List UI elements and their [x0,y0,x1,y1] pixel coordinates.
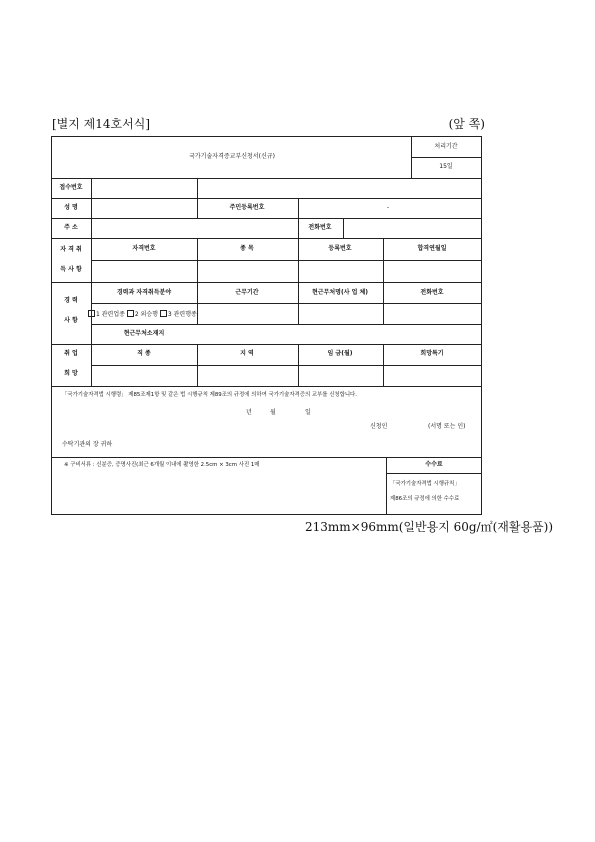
signature-label: (서명 또는 인) [428,423,466,430]
option-checkbox[interactable] [127,310,134,317]
phone-label: 전화번호 [308,224,332,231]
row-line [91,260,482,261]
declaration-statement: 「국가기술자격법 시행령」 제85조제1항 및 같은 법 시행규칙 제89조의 규정에 의하여 국가기술자격증의 교부를 신청합니다. [62,392,357,398]
name-label: 성 명 [64,204,78,211]
page-side-label: (앞 쪽) [448,117,485,131]
col-line [298,198,299,218]
declaration-day: 일 [305,409,311,416]
qualification-header-number: 자격번호 [132,245,156,252]
option-label: 1 관련업종 [96,311,125,318]
employment-label-1: 경 력 [64,297,78,304]
attachment-note: ※ 구비서류 : 신분증, 증명사진(최근 6개월 이내에 촬영한 2.5cm × 3cm 사진 1매 [64,462,260,468]
option-checkbox[interactable] [88,310,95,317]
processing-period-label: 처리기간 [434,143,458,150]
col-line [91,198,92,218]
row-line [51,282,482,283]
row-line [51,218,482,219]
fee-text-2: 제86조의 규정에 의한 수수료 [390,496,460,502]
declaration-year: 년 [246,409,252,416]
col-line [91,218,92,238]
workplace-address-label: 현근무처소재지 [123,330,165,337]
employment-header-phone: 전화번호 [420,289,444,296]
row-line [91,324,482,325]
form-reference: [별지 제14호서식] [52,117,150,131]
resident-number-label: 주민등록번호 [229,204,265,211]
employment-options [88,310,197,318]
option-label: 3 관련행종 [167,311,197,318]
hope-header-skill: 희망특기 [420,350,444,357]
hope-label-2: 희 망 [64,370,78,377]
employment-header-field: 경력과 자격취득분야 [116,289,172,296]
qualification-header-date: 합격연월일 [417,245,447,252]
col-line [386,457,387,515]
row-line [51,178,482,179]
resident-number-dash: - [386,204,390,211]
col-line [197,178,198,198]
hope-header-wage: 임 금(월) [327,350,353,357]
form-frame [51,136,482,515]
form-title: 국가기술자격증교부신청서(신규) [189,153,275,160]
processing-mid-line [411,157,482,158]
option-checkbox[interactable] [160,310,167,317]
applicant-label: 신청인 [370,423,388,430]
address-label: 주 소 [64,224,78,231]
employment-header-period: 근무기간 [235,289,259,296]
employment-header-workplace: 현근무처명(사 업 체) [311,289,369,296]
declaration-month: 월 [270,409,276,416]
col-line [91,178,92,198]
row-line [51,344,482,345]
row-line [91,303,482,304]
hope-header-job: 직 종 [137,350,151,357]
processing-period-value: 15일 [439,163,453,170]
col-line [298,218,299,238]
qualification-label-2: 득 사 항 [60,266,82,273]
option-label: 2 외승행 [134,311,158,318]
row-line [91,365,482,366]
receipt-number-label: 접수번호 [59,184,83,191]
recipient-label: 수탁기관의 장 귀하 [62,441,113,448]
fee-label: 수수료 [425,461,443,468]
row-line [386,473,482,474]
row-line [51,386,482,387]
qualification-label-1: 자 격 취 [60,246,82,253]
fee-text-1: 「국가기술자격법 시행규칙」 [390,481,460,487]
hope-label-1: 취 업 [64,350,78,357]
employment-label-2: 사 항 [64,317,78,324]
row-line [51,238,482,239]
row-line [51,457,482,458]
col-line [197,198,198,218]
col-line [343,218,344,238]
qualification-header-reg: 등록번호 [328,245,352,252]
row-line [51,198,482,199]
qualification-header-type: 종 목 [240,245,254,252]
paper-spec: 213mm×96mm(일반용지 60g/㎡(재활용품)) [305,520,554,534]
hope-header-region: 지 역 [240,350,254,357]
